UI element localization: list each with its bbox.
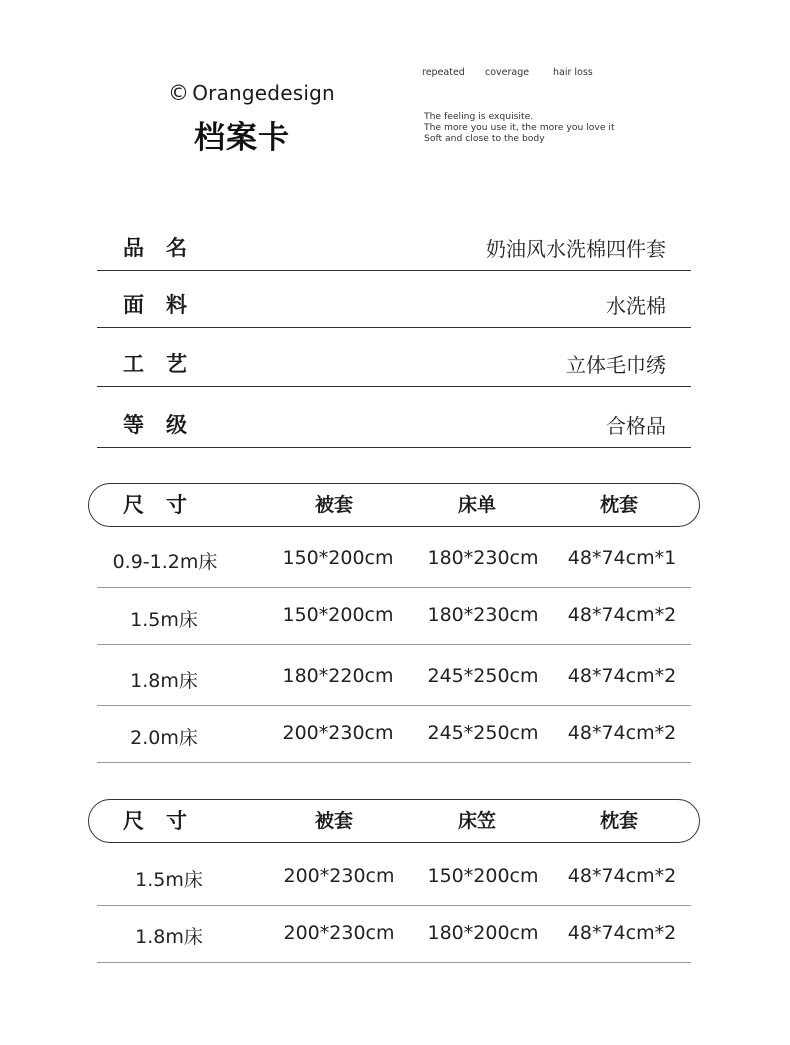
size-table-header: [88, 483, 700, 527]
info-value: 立体毛巾绣: [566, 353, 666, 377]
cell-pillow: 48*74cm*2: [567, 922, 677, 944]
cell-size: 1.8m床: [130, 670, 198, 692]
info-row-craft: [97, 342, 691, 387]
cell-sheet: 245*250cm: [427, 722, 539, 744]
cell-size: 1.5m床: [135, 869, 203, 891]
tagline: The feeling is exquisite.: [424, 111, 534, 122]
cell-size: 1.5m床: [130, 609, 198, 631]
brand-text: Orangedesign: [192, 81, 335, 105]
info-row-fabric: [97, 285, 691, 328]
info-value: 奶油风水洗棉四件套: [486, 237, 666, 261]
tag-coverage: coverage: [485, 67, 530, 78]
cell-sheet: 245*250cm: [427, 665, 539, 687]
cell-duvet: 200*230cm: [282, 722, 394, 744]
table-row: [97, 848, 691, 906]
header-fitted-sheet: 床笠: [457, 810, 497, 832]
header-size: 尺寸: [123, 493, 209, 517]
info-row-product-name: [97, 228, 691, 271]
tagline-block: [424, 111, 615, 144]
cell-fitted-sheet: 180*200cm: [427, 922, 539, 944]
table-row: [97, 706, 691, 763]
cell-pillow: 48*74cm*2: [567, 665, 677, 687]
info-label: 工艺: [123, 352, 209, 376]
info-label: 面料: [123, 293, 209, 317]
cell-pillow: 48*74cm*2: [567, 604, 677, 626]
info-value: 合格品: [606, 414, 666, 438]
cell-duvet: 150*200cm: [282, 604, 394, 626]
cell-sheet: 180*230cm: [427, 604, 539, 626]
cell-size: 0.9-1.2m床: [112, 551, 218, 573]
info-value: 水洗棉: [606, 294, 666, 318]
brand-name: [168, 81, 335, 105]
info-label: 等级: [123, 413, 209, 437]
info-row-grade: [97, 400, 691, 448]
cell-pillow: 48*74cm*2: [567, 722, 677, 744]
table-row: [97, 530, 691, 588]
cell-fitted-sheet: 150*200cm: [427, 865, 539, 887]
tag-hair-loss: hair loss: [553, 67, 593, 78]
header-pillowcase: 枕套: [599, 810, 639, 832]
cell-duvet: 200*230cm: [283, 922, 395, 944]
header-size: 尺寸: [123, 809, 209, 833]
cell-pillow: 48*74cm*2: [567, 865, 677, 887]
cell-size: 1.8m床: [135, 926, 203, 948]
cell-duvet: 200*230cm: [283, 865, 395, 887]
info-label: 品名: [123, 236, 209, 260]
size-table-header: [88, 799, 700, 843]
header-duvet-cover: 被套: [314, 494, 354, 516]
copyright-icon: ©: [168, 81, 190, 105]
header-pillowcase: 枕套: [599, 494, 639, 516]
header-bed-sheet: 床单: [457, 494, 497, 516]
tagline: Soft and close to the body: [424, 133, 545, 144]
cell-duvet: 180*220cm: [282, 665, 394, 687]
table-row: [97, 588, 691, 645]
cell-size: 2.0m床: [130, 727, 198, 749]
tag-repeated: repeated: [422, 67, 465, 78]
tagline: The more you use it, the more you love it: [424, 122, 615, 133]
table-row: [97, 906, 691, 963]
cell-pillow: 48*74cm*1: [567, 547, 677, 569]
cell-sheet: 180*230cm: [427, 547, 539, 569]
cell-duvet: 150*200cm: [282, 547, 394, 569]
table-row: [97, 645, 691, 706]
header-duvet-cover: 被套: [314, 810, 354, 832]
page-title: 档案卡: [194, 120, 290, 156]
